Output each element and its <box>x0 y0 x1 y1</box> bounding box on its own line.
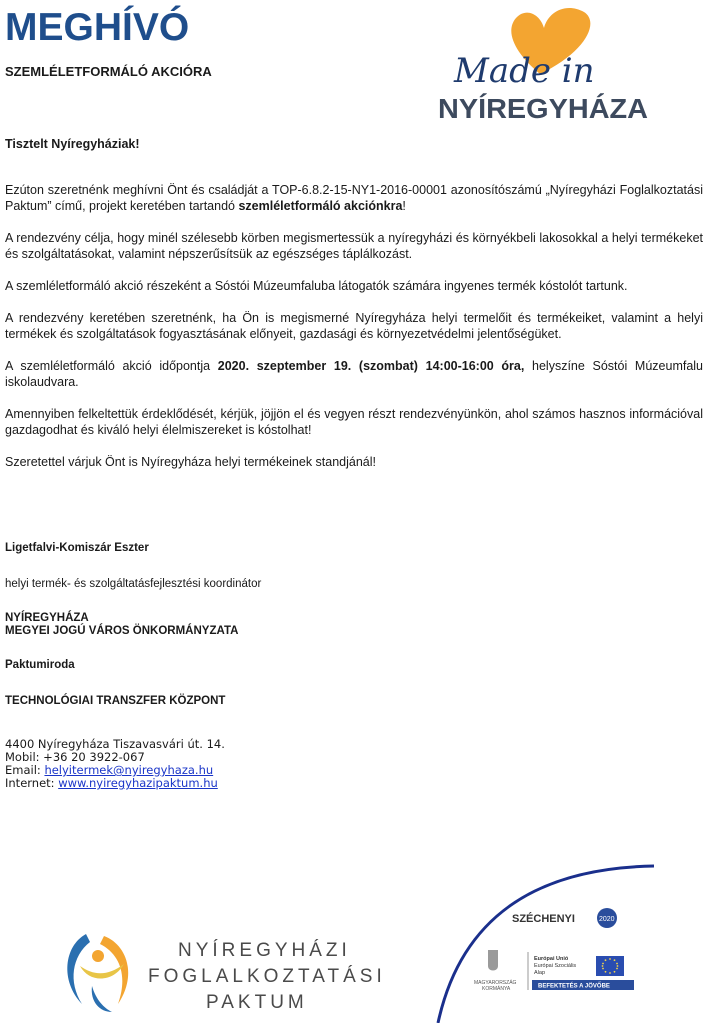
paragraph-7: Szeretettel várjuk Önt is Nyíregyháza helyi termékeinek standjánál! <box>5 455 377 469</box>
signature-block <box>5 542 605 708</box>
szechenyi-text: SZÉCHENYI <box>512 913 575 925</box>
paragraph-6: Amennyiben felkeltettük érdeklődését, kérjük, jöjjön el és vegyen részt rendezvényünkön, ahol számos hasznos információval gazdagodhat és kiváló helyi élelmiszereket is kóstolhat! <box>5 407 703 437</box>
paragraph-2: A rendezvény célja, hogy minél szélesebb körben megismertessük a nyíregyházi és környékbeli lakosokkal a helyi termékeket és szolgáltatásokat, valamint népszerűsítsük az egészséges táplálkozást. <box>5 231 703 261</box>
paragraph-1 <box>5 182 703 214</box>
org-line-2: MEGYEI JOGÚ VÁROS ÖNKORMÁNYZATA <box>5 625 239 637</box>
greeting: Tisztelt Nyíregyháziak! <box>5 137 140 151</box>
mk-line-2: KORMÁNYA <box>482 986 511 992</box>
page-title: MEGHÍVÓ <box>5 6 190 49</box>
paragraph-3: A szemléletformáló akció részeként a Sóstói Múzeumfaluba látogatók számára ingyenes termék kóstolót tartunk. <box>5 279 628 293</box>
crest-icon <box>488 950 498 971</box>
szechenyi-2020-badge <box>432 862 711 1023</box>
eu-line-1: Európai Unió <box>534 956 569 962</box>
szechenyi-year: 2020 <box>599 916 615 923</box>
paktum-logo <box>56 926 386 1018</box>
p1-end: ! <box>402 199 406 213</box>
internet-line <box>5 777 225 790</box>
befektetes-text: BEFEKTETÉS A JÖVŐBE <box>538 983 610 990</box>
logo-script-text: Made in <box>454 51 595 91</box>
p5-text: A szemléletformáló akció időpontja <box>5 359 218 373</box>
paktum-figure-icon <box>67 934 90 1004</box>
eu-line-2: Európai Szociális <box>534 963 577 969</box>
address: 4400 Nyíregyháza Tiszavasvári út. 14. <box>5 737 225 751</box>
logo-city-text: NYÍREGYHÁZA <box>438 93 648 124</box>
email-link[interactable]: helyitermek@nyiregyhaza.hu <box>44 763 214 777</box>
paragraph-5 <box>5 358 703 390</box>
page-subtitle: SZEMLÉLETFORMÁLÓ AKCIÓRA <box>5 64 212 79</box>
paktum-line-1: NYÍREGYHÁZI <box>178 940 351 961</box>
paragraph-4: A rendezvény keretében szeretnénk, ha Ön is megismerné Nyíregyháza helyi termelőit és termékeiket, valamint a helyi termékek és szolgáltatások fogyasztásának előnyeit, gazdasági és környezetvédelmi jelentőségüket. <box>5 311 703 341</box>
internet-label: Internet: <box>5 776 59 790</box>
mk-line-1: MAGYARORSZÁG <box>474 980 517 986</box>
email-label: Email: <box>5 763 45 777</box>
eu-line-3: Alap <box>534 970 546 976</box>
org-line-1: NYÍREGYHÁZA <box>5 612 89 624</box>
paktum-line-2: FOGLALKOZTATÁSI <box>148 966 386 987</box>
letter-body <box>5 136 703 486</box>
office-name: Paktumiroda <box>5 659 75 671</box>
mobile: Mobil: +36 20 3922-067 <box>5 750 145 764</box>
signer-name: Ligetfalvi-Komiszár Eszter <box>5 542 149 554</box>
signer-role: helyi termék- és szolgáltatásfejlesztési koordinátor <box>5 578 262 590</box>
website-link[interactable]: www.nyiregyhazipaktum.hu <box>58 776 218 790</box>
center-name: TECHNOLÓGIAI TRANSZFER KÖZPONT <box>5 695 226 707</box>
p5-bold: 2020. szeptember 19. (szombat) 14:00-16:00 óra, <box>217 359 525 373</box>
paktum-line-3: PAKTUM <box>206 992 308 1013</box>
contact-block <box>5 738 225 790</box>
p1-bold: szemléletformáló akciónkra <box>238 199 403 213</box>
made-in-nyiregyhaza-logo <box>436 4 656 130</box>
p5-end: helyszíne Sóstói Múzeumfalu iskolaudvara. <box>5 359 704 389</box>
p1-text: Ezúton szeretnénk meghívni Önt és családját a TOP-6.8.2-15-NY1-2016-00001 azonosítószámú „Nyíregyházi Foglalkoztatási Paktum” című, projekt keretében tartandó <box>5 183 703 213</box>
